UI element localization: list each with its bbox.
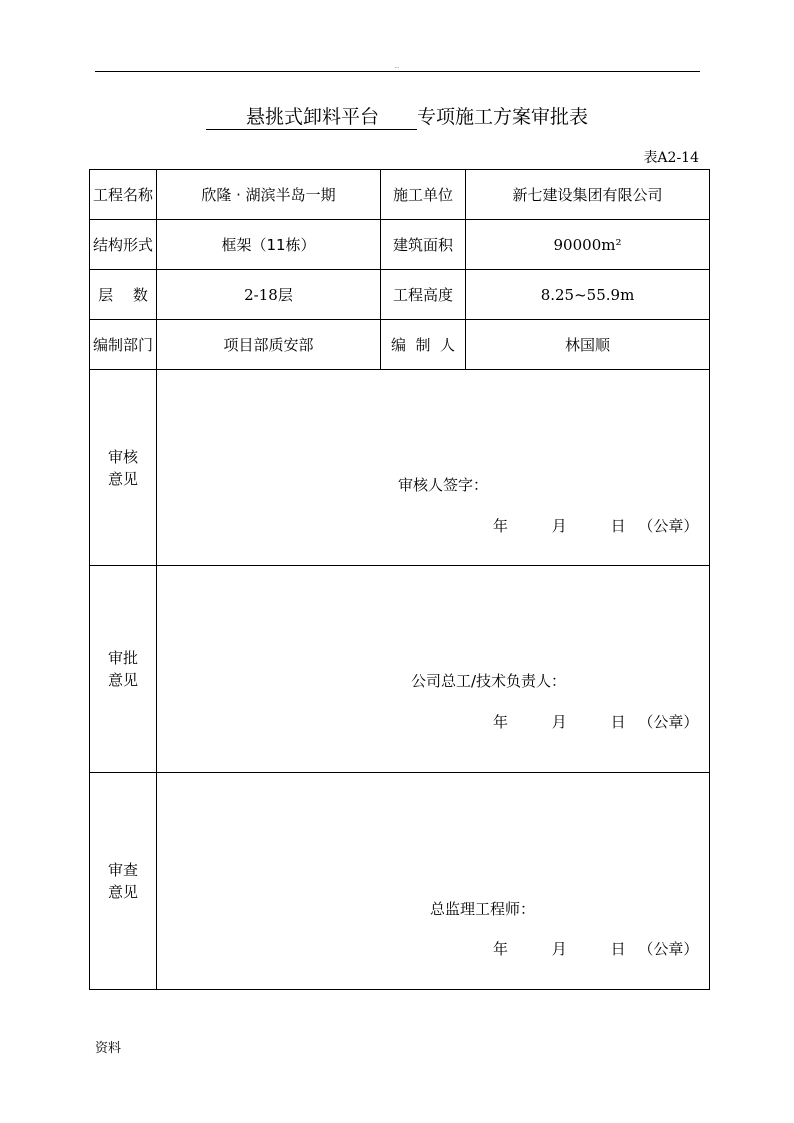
approval-opinion-area[interactable] <box>157 566 710 773</box>
date-month: 月 <box>551 517 567 535</box>
review-signer: 审核人签字： <box>398 476 489 494</box>
approval-date-line <box>493 711 698 732</box>
height-label: 工程高度 <box>381 270 466 320</box>
date-seal: （公章） <box>638 713 699 731</box>
area-label: 建筑面积 <box>381 220 466 270</box>
structure-value: 框架（11栋） <box>157 220 381 270</box>
inspection-date-line <box>493 938 698 959</box>
review-label <box>90 370 157 566</box>
contractor-value: 新七建设集团有限公司 <box>466 170 710 220</box>
floors-value: 2-18层 <box>157 270 381 320</box>
inspection-label-line2: 意见 <box>107 883 138 901</box>
header-rule <box>95 71 700 72</box>
date-day: 日 <box>610 713 626 731</box>
date-day: 日 <box>610 517 626 535</box>
height-value: 8.25~55.9m <box>466 270 710 320</box>
page-title <box>0 104 794 130</box>
date-day: 日 <box>610 940 626 958</box>
area-value: 90000m² <box>466 220 710 270</box>
footer-label: 资料 <box>95 1041 122 1056</box>
table-row-structure <box>90 220 710 270</box>
author-value: 林国顺 <box>466 320 710 370</box>
date-year: 年 <box>493 940 509 958</box>
review-date-line <box>493 515 698 536</box>
project-name-label: 工程名称 <box>90 170 157 220</box>
form-number: 表A2-14 <box>643 150 699 166</box>
approval-label <box>90 566 157 773</box>
floors-label: 层 数 <box>90 270 157 320</box>
table-row-review <box>90 370 710 566</box>
title-filled-blank: 悬挑式卸料平台 <box>206 105 417 130</box>
approval-label-line2: 意见 <box>107 671 138 689</box>
approval-table <box>89 169 710 990</box>
date-year: 年 <box>493 517 509 535</box>
table-row-floors <box>90 270 710 320</box>
table-row-inspection <box>90 773 710 990</box>
dept-label: 编制部门 <box>90 320 157 370</box>
review-opinion-area[interactable] <box>157 370 710 566</box>
table-row-project <box>90 170 710 220</box>
inspection-opinion-area[interactable] <box>157 773 710 990</box>
dept-value: 项目部质安部 <box>157 320 381 370</box>
project-name-value: 欣隆 · 湖滨半岛一期 <box>157 170 381 220</box>
review-label-line1: 审核 <box>107 447 138 466</box>
inspection-label <box>90 773 157 990</box>
inspection-signer: 总监理工程师： <box>430 900 536 918</box>
contractor-label: 施工单位 <box>381 170 466 220</box>
date-seal: （公章） <box>638 940 699 958</box>
review-label-line2: 意见 <box>107 469 138 488</box>
date-seal: （公章） <box>638 517 699 535</box>
approval-signer: 公司总工/技术负责人： <box>411 672 567 690</box>
approval-label-line1: 审批 <box>107 649 138 667</box>
title-suffix: 专项施工方案审批表 <box>417 106 589 128</box>
inspection-label-line1: 审查 <box>107 861 138 879</box>
structure-label: 结构形式 <box>90 220 157 270</box>
date-month: 月 <box>551 940 567 958</box>
table-row-dept <box>90 320 710 370</box>
date-year: 年 <box>493 713 509 731</box>
table-row-approval <box>90 566 710 773</box>
author-label: 编 制 人 <box>381 320 466 370</box>
date-month: 月 <box>551 713 567 731</box>
header-mark: .. <box>394 62 400 70</box>
